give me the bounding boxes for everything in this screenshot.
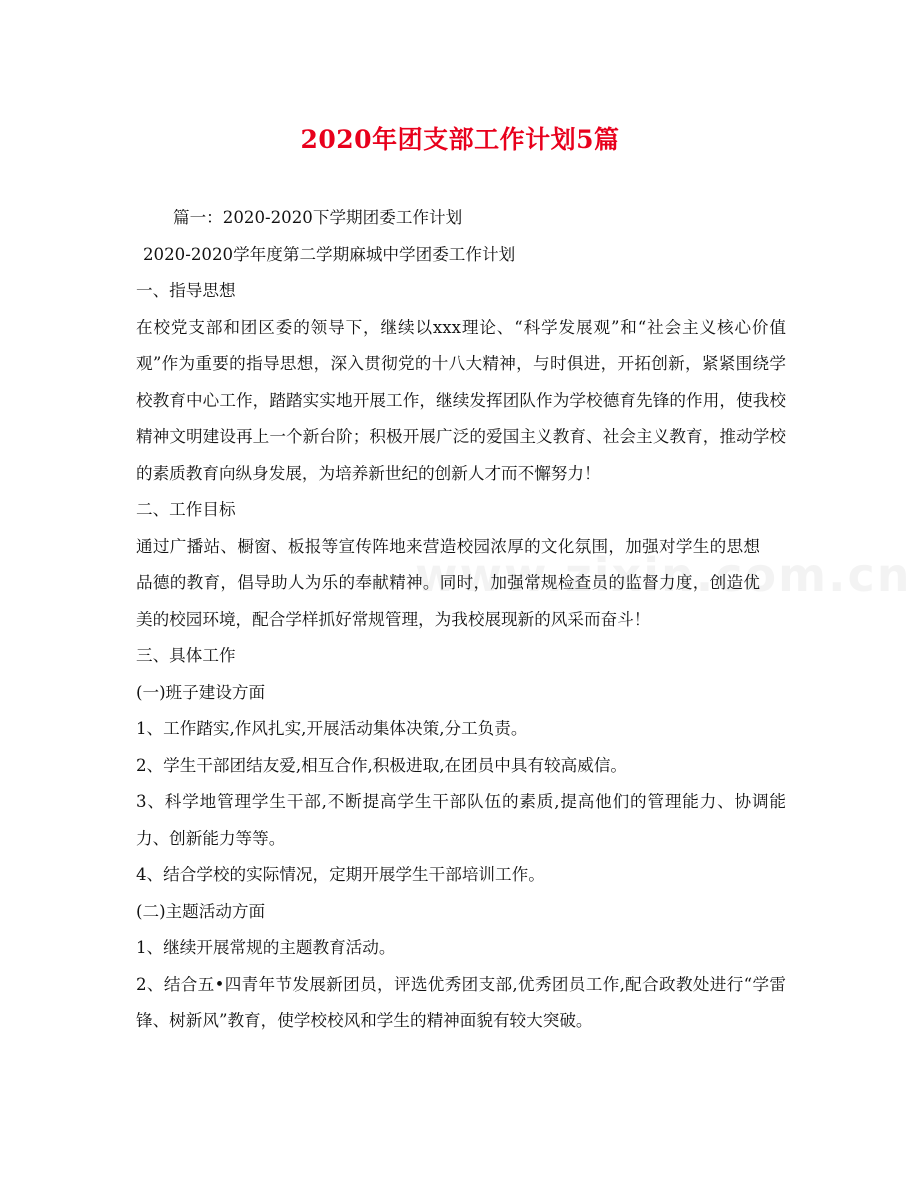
- document-body: [136, 200, 786, 1040]
- document-title: 2020年团支部工作计划5篇: [300, 125, 620, 154]
- list-item: 2、学生干部团结友爱,相互合作,积极进取,在团员中具有较高威信。: [136, 755, 628, 775]
- heading-specific-work: 三、具体工作: [136, 646, 236, 665]
- list-item: 3、科学地管理学生干部,不断提高学生干部队伍的素质,提高他们的管理能力、协调能力、创新能力等等。: [136, 792, 786, 848]
- list-item: 1、继续开展常规的主题教育活动。: [136, 938, 396, 957]
- list-item: 2、结合五•四青年节发展新团员，评选优秀团支部,优秀团员工作,配合政教处进行“学雷锋、树新风”教育，使学校校风和学生的精神面貌有较大突破。: [136, 974, 786, 1030]
- heading-guiding-ideology: 一、指导思想: [136, 281, 236, 300]
- plan-subtitle: 2020-2020学年度第二学期麻城中学团委工作计划: [143, 244, 516, 264]
- section-heading-article-one: 篇一：2020-2020下学期团委工作计划: [173, 208, 463, 227]
- paragraph-work-goals: 通过广播站、橱窗、板报等宣传阵地来营造校园浓厚的文化氛围，加强对学生的思想品德的教育，倡导助人为乐的奉献精神。同时，加强常规检查员的监督力度，创造优美的校园环境，配合学样抓好常规管理，为我校展现新的风采而奋斗！: [136, 536, 760, 629]
- heading-work-goals: 二、工作目标: [136, 500, 236, 519]
- list-item: 4、结合学校的实际情况，定期开展学生干部培训工作。: [136, 865, 545, 884]
- subheading-team-building: (一)班子建设方面: [136, 682, 266, 702]
- paragraph-guiding-ideology: 在校党支部和团区委的领导下，继续以xxx理论、“科学发展观”和“社会主义核心价值观”作为重要的指导思想，深入贯彻党的十八大精神，与时俱进，开拓创新，紧紧围绕学校教育中心工作，踏踏实实地开展工作，继续发挥团队作为学校德育先锋的作用，使我校精神文明建设再上一个新台阶；积极开展广泛的爱国主义教育、社会主义教育，推动学校的素质教育向纵身发展，为培养新世纪的创新人才而不懈努力！: [136, 317, 786, 483]
- subheading-theme-activities: (二)主题活动方面: [136, 901, 266, 921]
- list-item: 1、工作踏实,作风扎实,开展活动集体决策,分工负责。: [136, 719, 528, 738]
